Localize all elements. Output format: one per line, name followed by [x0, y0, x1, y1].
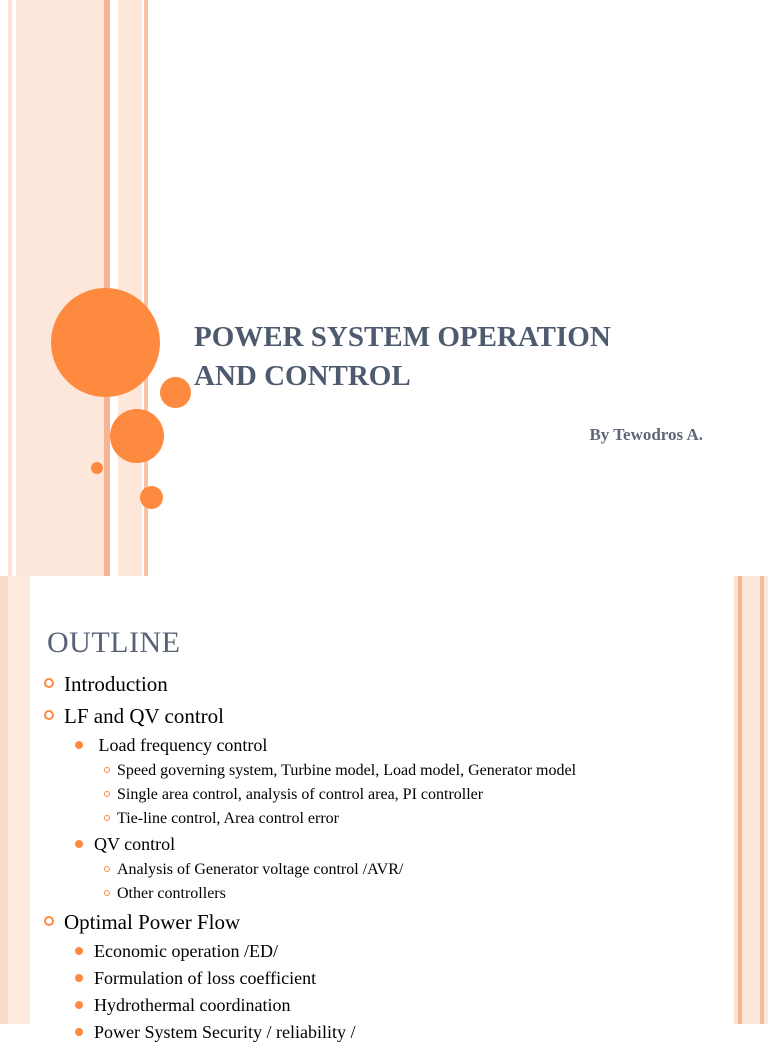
- decorative-stripe: [118, 0, 142, 576]
- decorative-stripe: [764, 576, 768, 1024]
- outline-list: [42, 668, 732, 1046]
- outline-subsubitem: Single area control, analysis of control area, PI controller: [42, 783, 732, 807]
- filled-circle-bullet-icon: [75, 741, 83, 749]
- outline-heading: OUTLINE: [47, 626, 181, 659]
- filled-circle-bullet-icon: [75, 1028, 83, 1036]
- outline-subitem: Power System Security / reliability /: [42, 1019, 732, 1046]
- outline-item: Introduction: [42, 668, 732, 700]
- outline-slide: [0, 576, 768, 1042]
- decorative-circle-medium: [110, 409, 164, 463]
- small-hollow-circle-bullet-icon: [104, 866, 110, 872]
- outline-subsubitem: Analysis of Generator voltage control /AVR/: [42, 858, 732, 882]
- outline-subsubitem: Speed governing system, Turbine model, Load model, Generator model: [42, 759, 732, 783]
- slide-title: [194, 318, 734, 396]
- decorative-stripe: [742, 576, 760, 1024]
- outline-subsubitem: Other controllers: [42, 882, 732, 906]
- decorative-circle-small: [160, 377, 191, 408]
- outline-subitem: Load frequency control: [42, 732, 732, 759]
- outline-subsubitem: Tie-line control, Area control error: [42, 807, 732, 831]
- decorative-stripe: [8, 0, 12, 576]
- filled-circle-bullet-icon: [75, 1001, 83, 1009]
- small-hollow-circle-bullet-icon: [104, 815, 110, 821]
- filled-circle-bullet-icon: [75, 947, 83, 955]
- decorative-stripe: [0, 576, 8, 1024]
- hollow-circle-bullet-icon: [44, 678, 54, 688]
- hollow-circle-bullet-icon: [44, 916, 54, 926]
- outline-item: Optimal Power Flow: [42, 906, 732, 938]
- decorative-circle-large: [51, 288, 160, 397]
- decorative-stripe: [8, 576, 30, 1024]
- hollow-circle-bullet-icon: [44, 710, 54, 720]
- outline-item: LF and QV control: [42, 700, 732, 732]
- decorative-stripe: [16, 0, 104, 576]
- filled-circle-bullet-icon: [75, 974, 83, 982]
- outline-subitem: Formulation of loss coefficient: [42, 965, 732, 992]
- decorative-circle-small: [140, 486, 163, 509]
- outline-subitem: QV control: [42, 831, 732, 858]
- author-line: By Tewodros A.: [589, 425, 703, 444]
- small-hollow-circle-bullet-icon: [104, 791, 110, 797]
- small-hollow-circle-bullet-icon: [104, 890, 110, 896]
- slide-title-line-1: POWER SYSTEM OPERATION: [194, 321, 611, 353]
- filled-circle-bullet-icon: [75, 840, 83, 848]
- slide-title-line-2: AND CONTROL: [194, 360, 411, 392]
- outline-subitem: Hydrothermal coordination: [42, 992, 732, 1019]
- outline-subitem: Economic operation /ED/: [42, 938, 732, 965]
- decorative-circle-dot: [91, 462, 103, 474]
- small-hollow-circle-bullet-icon: [104, 767, 110, 773]
